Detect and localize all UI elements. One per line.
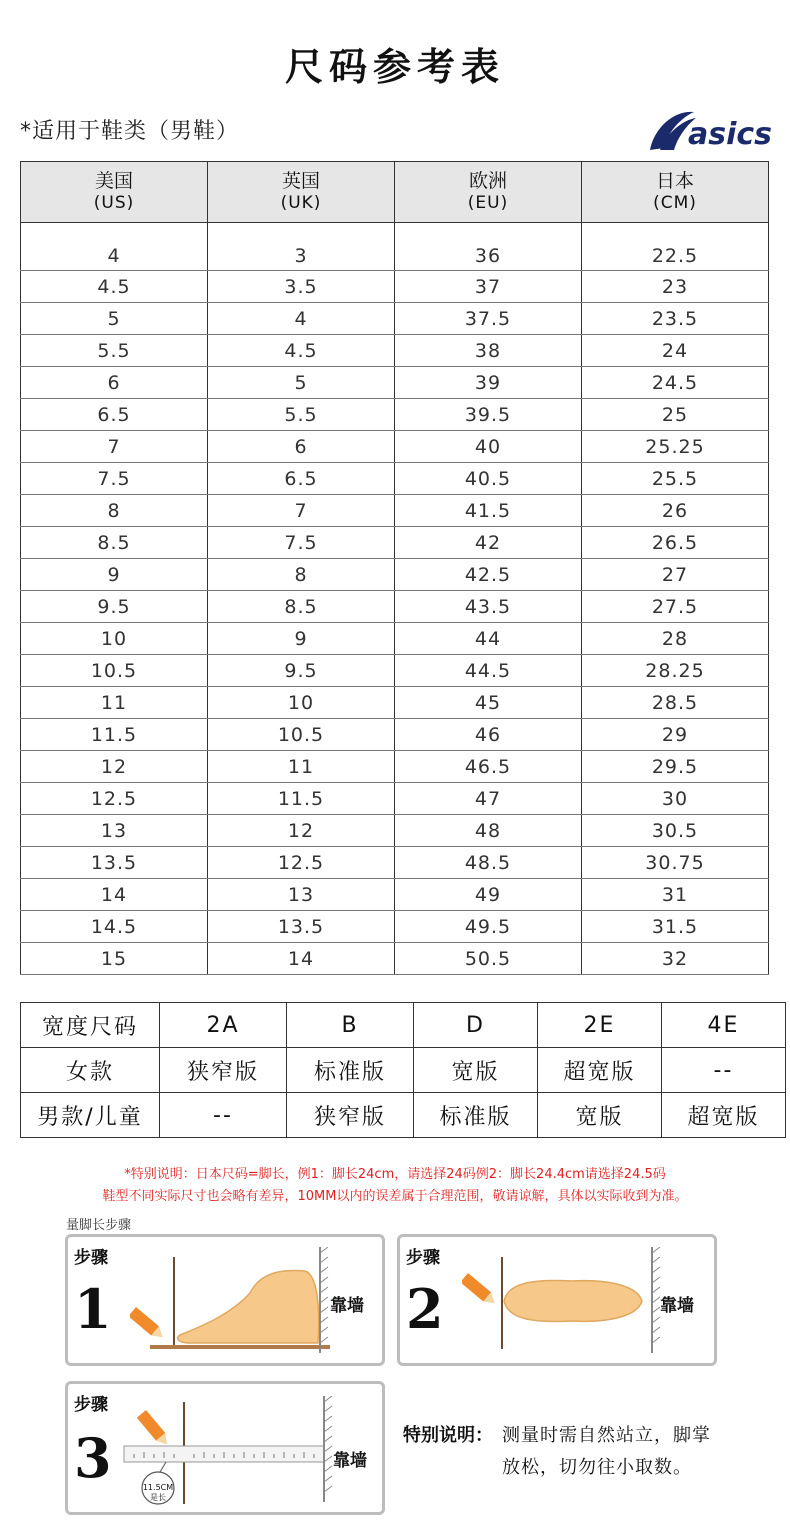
cell-uk: 5.5 [208, 399, 395, 431]
width-row-label: 宽度尺码 [21, 1003, 160, 1048]
table-row [21, 655, 769, 687]
header-jp [582, 162, 769, 223]
ruler-note [140, 1483, 176, 1503]
page-title: 尺码参考表 [284, 45, 505, 89]
wall-illustration [316, 1247, 330, 1355]
cell-jp: 25 [582, 399, 769, 431]
width-cell: 2E [538, 1003, 662, 1048]
cell-us: 4.5 [21, 271, 208, 303]
cell-us: 7.5 [21, 463, 208, 495]
step-2-head: 步骤 [406, 1248, 440, 1268]
cell-jp: 29 [582, 719, 769, 751]
size-table-body [21, 223, 769, 975]
cell-jp: 32 [582, 943, 769, 975]
cell-jp: 27.5 [582, 591, 769, 623]
width-cell: 标准版 [414, 1093, 538, 1138]
cell-jp: 30 [582, 783, 769, 815]
header-eu-label: 欧洲 [468, 170, 507, 192]
cell-jp: 29.5 [582, 751, 769, 783]
step-1-number: 1 [74, 1277, 112, 1341]
table-row [21, 623, 769, 655]
step-1-panel [65, 1234, 385, 1366]
step-3-number: 3 [74, 1426, 112, 1490]
width-cell: 超宽版 [538, 1048, 662, 1093]
step-2-number: 2 [406, 1277, 444, 1341]
cell-us: 11.5 [21, 719, 208, 751]
cell-eu: 44 [395, 623, 582, 655]
foot-top-illustration [462, 1249, 662, 1353]
table-row [21, 847, 769, 879]
special-note-line2: 放松，切勿往小取数。 [502, 1457, 692, 1478]
header-eu-sub: (EU) [467, 193, 509, 213]
cell-uk: 7 [208, 495, 395, 527]
cell-uk: 12 [208, 815, 395, 847]
step-3-wall-label: 靠墙 [333, 1451, 367, 1471]
step-2-panel [397, 1234, 717, 1366]
cell-uk: 8.5 [208, 591, 395, 623]
cell-eu: 49.5 [395, 911, 582, 943]
wall-illustration [320, 1396, 334, 1504]
table-row [21, 591, 769, 623]
cell-eu: 46.5 [395, 751, 582, 783]
cell-jp: 25.5 [582, 463, 769, 495]
table-row [21, 911, 769, 943]
cell-jp: 22.5 [582, 223, 769, 271]
steps-label: 量脚长步骤 [66, 1218, 132, 1233]
cell-us: 9.5 [21, 591, 208, 623]
cell-eu: 46 [395, 719, 582, 751]
cell-jp: 30.75 [582, 847, 769, 879]
cell-us: 5.5 [21, 335, 208, 367]
cell-jp: 28.5 [582, 687, 769, 719]
cell-eu: 37 [395, 271, 582, 303]
cell-us: 8 [21, 495, 208, 527]
cell-uk: 6 [208, 431, 395, 463]
table-row [21, 335, 769, 367]
width-cell: 标准版 [287, 1048, 414, 1093]
size-conversion-table [20, 161, 769, 975]
cell-jp: 23.5 [582, 303, 769, 335]
table-row [21, 559, 769, 591]
cell-eu: 37.5 [395, 303, 582, 335]
header-us [21, 162, 208, 223]
cell-jp: 31 [582, 879, 769, 911]
table-row [21, 431, 769, 463]
cell-us: 8.5 [21, 527, 208, 559]
header-jp-label: 日本 [655, 170, 694, 192]
table-row [21, 783, 769, 815]
cell-eu: 43.5 [395, 591, 582, 623]
cell-uk: 8 [208, 559, 395, 591]
cell-us: 11 [21, 687, 208, 719]
cell-jp: 24.5 [582, 367, 769, 399]
cell-us: 6.5 [21, 399, 208, 431]
cell-eu: 40 [395, 431, 582, 463]
table-row [21, 303, 769, 335]
width-cell: 宽版 [538, 1093, 662, 1138]
width-cell: 超宽版 [662, 1093, 786, 1138]
cell-jp: 24 [582, 335, 769, 367]
header-uk [208, 162, 395, 223]
cell-us: 6 [21, 367, 208, 399]
special-note-line1: 测量时需自然站立，脚掌 [502, 1425, 711, 1446]
step-1-wall-label: 靠墙 [330, 1296, 364, 1316]
table-row [21, 223, 769, 271]
header-uk-sub: (UK) [280, 193, 322, 213]
width-table [20, 1002, 786, 1138]
cell-uk: 9 [208, 623, 395, 655]
cell-uk: 3.5 [208, 271, 395, 303]
step-2-wall-label: 靠墙 [660, 1296, 694, 1316]
cell-uk: 12.5 [208, 847, 395, 879]
width-cell: 4E [662, 1003, 786, 1048]
cell-us: 4 [21, 223, 208, 271]
cell-eu: 50.5 [395, 943, 582, 975]
cell-eu: 39.5 [395, 399, 582, 431]
cell-eu: 41.5 [395, 495, 582, 527]
cell-jp: 25.25 [582, 431, 769, 463]
header-uk-label: 英国 [281, 170, 320, 192]
cell-uk: 11 [208, 751, 395, 783]
step-3-head: 步骤 [74, 1395, 108, 1415]
cell-jp: 30.5 [582, 815, 769, 847]
step-3-panel [65, 1381, 385, 1515]
cell-uk: 6.5 [208, 463, 395, 495]
size-table-header-row [21, 162, 769, 223]
header-jp-sub: (CM) [653, 193, 697, 213]
table-row [21, 495, 769, 527]
cell-uk: 4.5 [208, 335, 395, 367]
cell-us: 13.5 [21, 847, 208, 879]
special-note-label: 特别说明： [403, 1425, 493, 1446]
cell-us: 12.5 [21, 783, 208, 815]
table-row [21, 879, 769, 911]
cell-jp: 31.5 [582, 911, 769, 943]
header-us-sub: (US) [93, 193, 135, 213]
table-row [21, 719, 769, 751]
cell-us: 5 [21, 303, 208, 335]
table-row [21, 1048, 786, 1093]
cell-eu: 48.5 [395, 847, 582, 879]
cell-uk: 14 [208, 943, 395, 975]
width-cell: D [414, 1003, 538, 1048]
cell-eu: 44.5 [395, 655, 582, 687]
cell-eu: 45 [395, 687, 582, 719]
cell-us: 15 [21, 943, 208, 975]
cell-uk: 13.5 [208, 911, 395, 943]
cell-us: 7 [21, 431, 208, 463]
width-row-label: 男款/儿童 [21, 1093, 160, 1138]
cell-eu: 42.5 [395, 559, 582, 591]
ruler-note-value: 11.5CM [142, 1483, 174, 1492]
table-row [21, 271, 769, 303]
width-cell: 2A [160, 1003, 287, 1048]
cell-eu: 40.5 [395, 463, 582, 495]
ruler-note-text: 是长 [150, 1493, 166, 1502]
table-row [21, 1003, 786, 1048]
foot-side-illustration [130, 1249, 330, 1353]
header-us-label: 美国 [94, 170, 133, 192]
cell-uk: 13 [208, 879, 395, 911]
cell-eu: 38 [395, 335, 582, 367]
cell-us: 14.5 [21, 911, 208, 943]
width-row-label: 女款 [21, 1048, 160, 1093]
cell-us: 9 [21, 559, 208, 591]
cell-eu: 49 [395, 879, 582, 911]
cell-uk: 10 [208, 687, 395, 719]
cell-jp: 28.25 [582, 655, 769, 687]
table-row [21, 1093, 786, 1138]
cell-eu: 42 [395, 527, 582, 559]
applicability-note: *适用于鞋类（男鞋） [20, 119, 240, 144]
cell-us: 12 [21, 751, 208, 783]
cell-jp: 27 [582, 559, 769, 591]
cell-uk: 9.5 [208, 655, 395, 687]
table-row [21, 751, 769, 783]
cell-uk: 11.5 [208, 783, 395, 815]
cell-eu: 48 [395, 815, 582, 847]
width-cell: -- [160, 1093, 287, 1138]
cell-us: 10.5 [21, 655, 208, 687]
table-row [21, 399, 769, 431]
asics-logo [648, 106, 772, 156]
cell-us: 13 [21, 815, 208, 847]
cell-eu: 36 [395, 223, 582, 271]
cell-eu: 39 [395, 367, 582, 399]
sizing-note-line1: *特别说明：日本尺码=脚长，例1：脚长24cm，请选择24码例2：脚长24.4cm请选择24.5码 [124, 1167, 666, 1182]
cell-uk: 7.5 [208, 527, 395, 559]
table-row [21, 943, 769, 975]
cell-jp: 26.5 [582, 527, 769, 559]
cell-uk: 4 [208, 303, 395, 335]
cell-us: 10 [21, 623, 208, 655]
width-table-body [21, 1003, 786, 1138]
cell-us: 14 [21, 879, 208, 911]
header-eu [395, 162, 582, 223]
table-row [21, 815, 769, 847]
svg-text:asics: asics [688, 117, 772, 152]
width-cell: -- [662, 1048, 786, 1093]
width-cell: 狭窄版 [287, 1093, 414, 1138]
table-row [21, 527, 769, 559]
cell-eu: 47 [395, 783, 582, 815]
table-row [21, 463, 769, 495]
cell-uk: 5 [208, 367, 395, 399]
cell-uk: 10.5 [208, 719, 395, 751]
width-cell: 狭窄版 [160, 1048, 287, 1093]
cell-jp: 23 [582, 271, 769, 303]
cell-jp: 28 [582, 623, 769, 655]
width-cell: B [287, 1003, 414, 1048]
step-1-head: 步骤 [74, 1248, 108, 1268]
cell-jp: 26 [582, 495, 769, 527]
table-row [21, 687, 769, 719]
cell-uk: 3 [208, 223, 395, 271]
width-cell: 宽版 [414, 1048, 538, 1093]
table-row [21, 367, 769, 399]
sizing-note-line2: 鞋型不同实际尺寸也会略有差异，10MM以内的误差属于合理范围，敬请谅解，具体以实际收到为准。 [102, 1189, 688, 1204]
